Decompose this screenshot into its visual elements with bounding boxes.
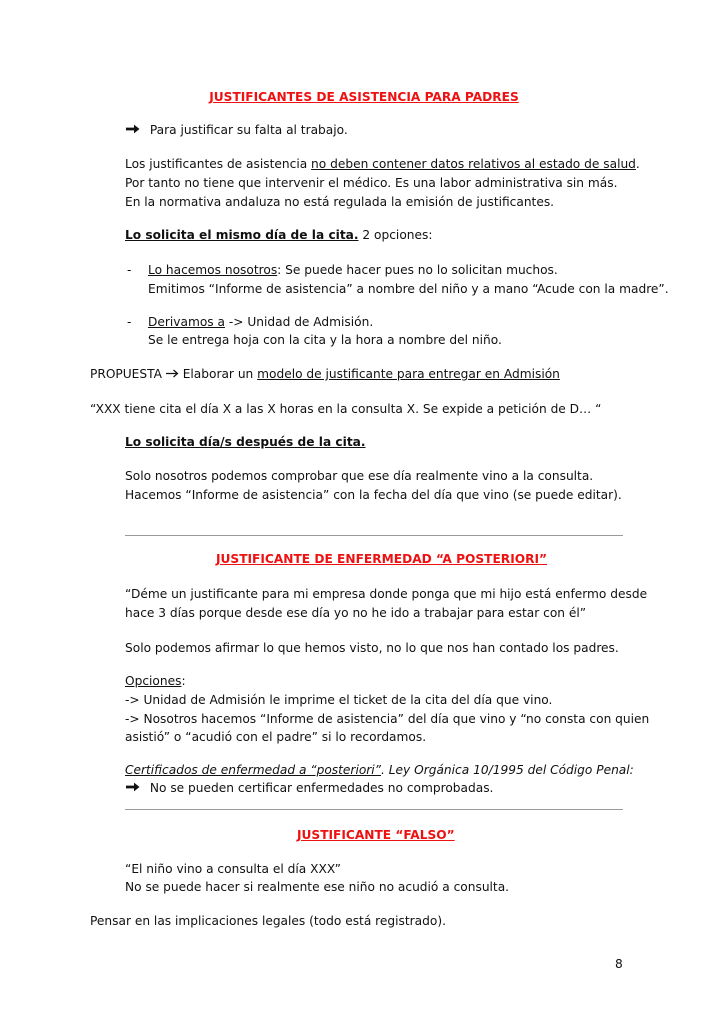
right-arrow-icon — [126, 124, 140, 136]
proposal-line: PROPUESTA Elaborar un modelo de justificante para entregar en Admisión — [90, 367, 560, 381]
certificate-label: Certificados de enfermedad a “posteriori” — [125, 763, 381, 777]
same-day-heading: Lo solicita el mismo día de la cita. — [125, 228, 359, 242]
health-data-underlined: no deben contener datos relativos al estado de salud — [311, 157, 636, 171]
section-title-false: JUSTIFICANTE “FALSO” — [297, 828, 455, 842]
option-2-label: Derivamos a — [148, 315, 225, 329]
dash-bullet: - — [127, 315, 132, 329]
options-heading: Opciones: — [125, 674, 186, 688]
dash-bullet: - — [127, 263, 132, 277]
option-1-label: Lo hacemos nosotros — [148, 263, 278, 277]
intro-line — [126, 124, 348, 136]
certificate-line: Certificados de enfermedad a “posteriori”. Ley Orgánica 10/1995 del Código Penal: — [125, 763, 634, 777]
proposal-model: modelo de justificante para entregar en Admisión — [257, 367, 560, 381]
section-title-illness: JUSTIFICANTE DE ENFERMEDAD “A POSTERIORI” — [216, 552, 548, 566]
sample-quote: “XXX tiene cita el día X a las X horas en la consulta X. Se expide a petición de D… “ — [90, 402, 602, 416]
paragraph-content-restriction: Los justificantes de asistencia no deben contener datos relativos al estado de salud. — [125, 157, 640, 171]
illness-paragraph: Solo podemos afirmar lo que hemos visto, no lo que nos han contado los padres. — [125, 641, 619, 655]
certificate-note: No se pueden certificar enfermedades no comprobadas. — [149, 781, 494, 795]
right-arrow-icon — [166, 368, 179, 380]
paragraph-no-doctor: Por tanto no tiene que intervenir el médico. Es una labor administrativa sin más. — [125, 176, 618, 190]
after-day-paragraph-1: Solo nosotros podemos comprobar que ese día realmente vino a la consulta. — [125, 469, 594, 483]
after-day-paragraph-2: Hacemos “Informe de asistencia” con la fecha del día que vino (se puede editar). — [125, 488, 622, 502]
same-day-heading-line: Lo solicita el mismo día de la cita. 2 opciones: — [125, 228, 433, 242]
divider — [125, 809, 623, 810]
options-label: Opciones — [125, 674, 182, 688]
illness-option-2: -> Nosotros hacemos “Informe de asistencia” del día que vino y “no consta con quien — [125, 712, 650, 726]
certificate-note-line — [126, 782, 493, 794]
after-day-heading: Lo solicita día/s después de la cita. — [125, 435, 366, 449]
right-arrow-icon — [126, 782, 140, 794]
section-title-attendance: JUSTIFICANTES DE ASISTENCIA PARA PADRES — [209, 90, 519, 104]
illness-option-1: -> Unidad de Admisión le imprime el ticket de la cita del día que vino. — [125, 693, 553, 707]
illness-quote-1: “Déme un justificante para mi empresa donde ponga que mi hijo está enfermo desde — [125, 587, 648, 601]
option-1-detail: Emitimos “Informe de asistencia” a nombre del niño y a mano “Acude con la madre”. — [148, 282, 669, 296]
legal-paragraph: Pensar en las implicaciones legales (todo está registrado). — [90, 914, 446, 928]
option-2-line: Derivamos a -> Unidad de Admisión. — [148, 315, 374, 329]
illness-quote-2: hace 3 días porque desde ese día yo no he ido a trabajar para estar con él” — [125, 606, 587, 620]
page-number: 8 — [615, 957, 623, 971]
divider — [125, 535, 623, 536]
paragraph-regulation: En la normativa andaluza no está regulada la emisión de justificantes. — [125, 195, 555, 209]
false-quote: “El niño vino a consulta el día XXX” — [125, 862, 341, 876]
option-1-line: Lo hacemos nosotros: Se puede hacer pues no lo solicitan muchos. — [148, 263, 558, 277]
option-2-detail: Se le entrega hoja con la cita y la hora a nombre del niño. — [148, 333, 502, 347]
intro-text: Para justificar su falta al trabajo. — [149, 123, 348, 137]
false-paragraph: No se puede hacer si realmente ese niño no acudió a consulta. — [125, 880, 510, 894]
illness-option-3: asistió” o “acudió con el padre” si lo recordamos. — [125, 730, 427, 744]
